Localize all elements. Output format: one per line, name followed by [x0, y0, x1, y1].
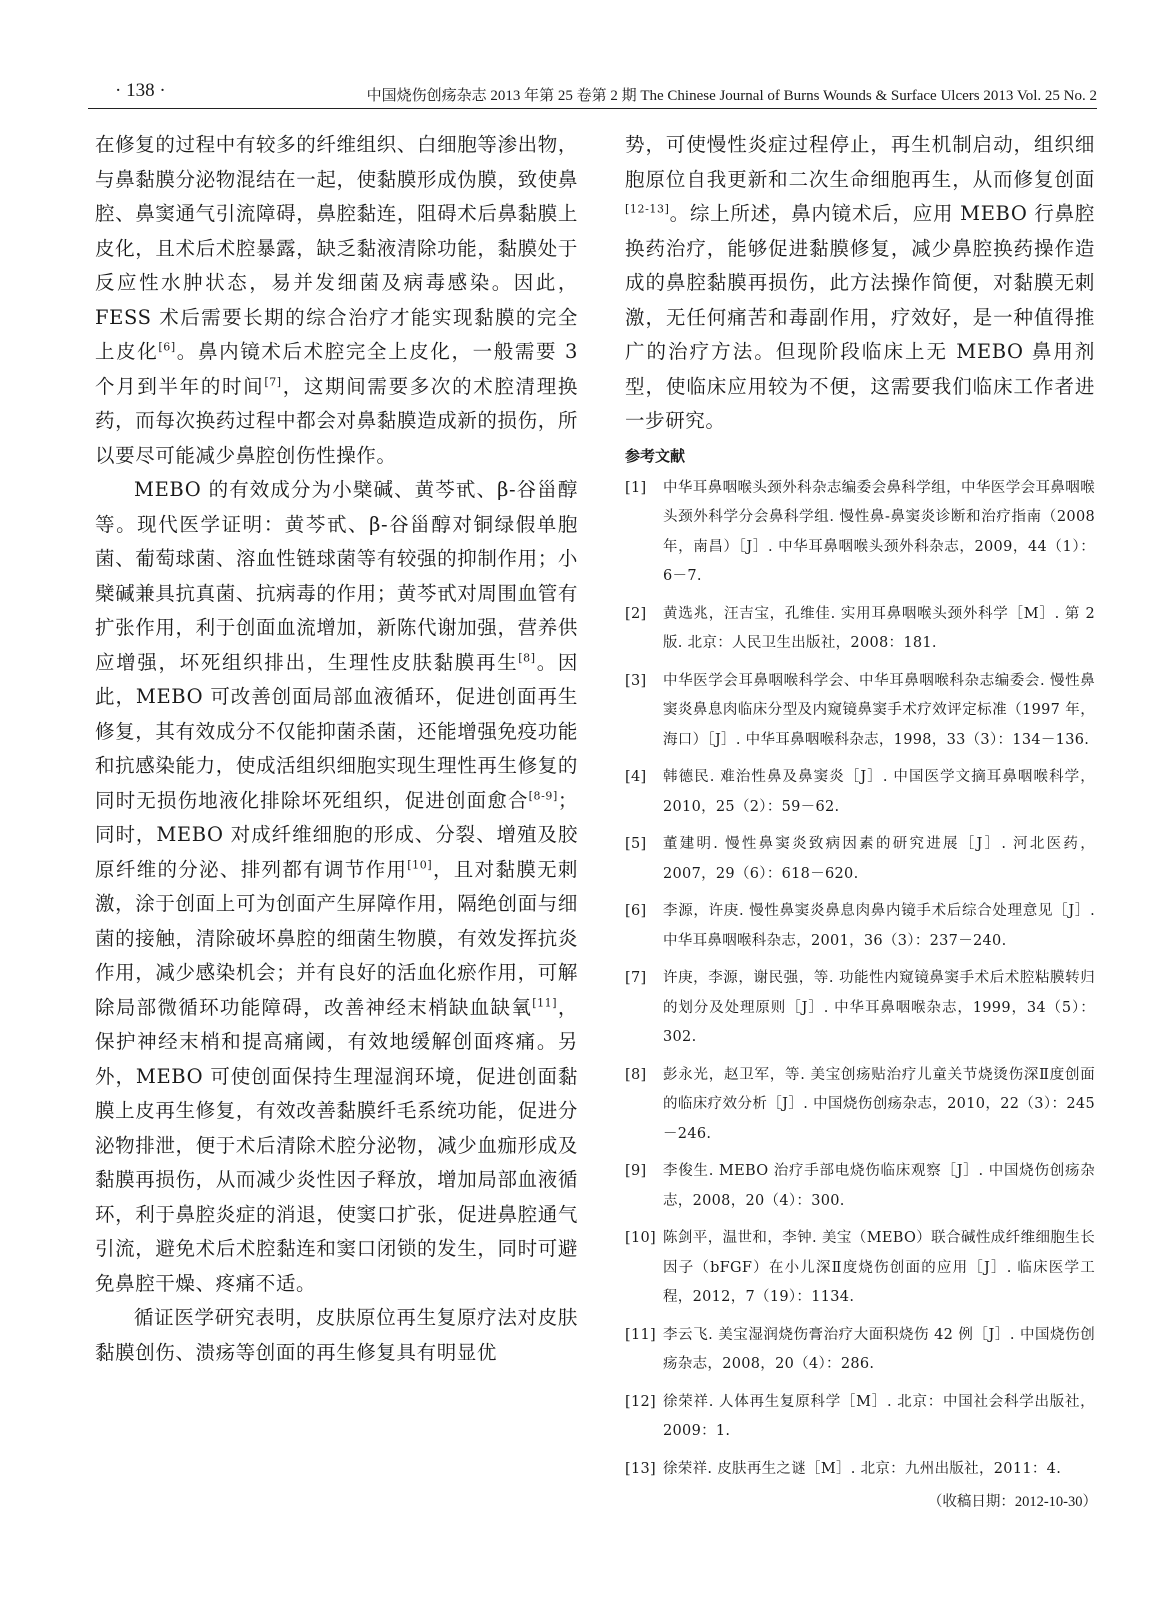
reference-item: [625, 897, 1095, 956]
right-column: [625, 128, 1095, 1492]
reference-text: 韩德民. 难治性鼻及鼻窦炎［J］. 中国医学文摘耳鼻咽喉科学，2010，25（2）：59－62.: [663, 769, 1095, 815]
reference-item: [625, 964, 1095, 1053]
reference-number: [5]: [625, 836, 647, 852]
citation[interactable]: [12-13]: [625, 202, 670, 216]
citation[interactable]: [8]: [518, 651, 536, 664]
reference-text: 中华耳鼻咽喉头颈外科杂志编委会鼻科学组，中华医学会耳鼻咽喉头颈外科学分会鼻科学组. 慢性鼻-鼻窦炎诊断和治疗指南（2008 年，南昌）［J］. 中华耳鼻咽喉头颈外科杂志，2009，44（1）：6－7.: [663, 479, 1095, 584]
reference-text: 黄选兆，汪吉宝，孔维佳. 实用耳鼻咽喉头颈外科学［M］. 第 2 版. 北京：人民卫生出版社，2008：181.: [663, 605, 1095, 651]
reference-item: [625, 600, 1095, 659]
reference-item: [625, 474, 1095, 592]
reference-item: [625, 1061, 1095, 1150]
reference-item: [625, 1157, 1095, 1216]
left-column: [95, 128, 578, 1370]
reference-number: [10]: [625, 1230, 656, 1246]
header-rule: [88, 108, 1097, 109]
reference-text: 中华医学会耳鼻咽喉科学会、中华耳鼻咽喉科杂志编委会. 慢性鼻窦炎鼻息肉临床分型及内窥镜鼻窦手术疗效评定标准（1997 年，海口）［J］. 中华耳鼻咽喉科杂志，1998，33（3）：134－136.: [663, 672, 1095, 748]
reference-number: [11]: [625, 1326, 656, 1343]
reference-text: 董建明. 慢性鼻窦炎致病因素的研究进展［J］. 河北医药，2007，29（6）：618－620.: [663, 836, 1095, 882]
received-date: （收稿日期：2012-10-30）: [927, 1494, 1097, 1510]
reference-text: 徐荣祥. 皮肤再生之谜［M］. 北京：九州出版社，2011：4.: [663, 1460, 1062, 1477]
paragraph: MEBO 的有效成分为小檗碱、黄芩甙、β-谷甾醇等。现代医学证明：黄芩甙、β-谷甾醇对铜绿假单胞菌、葡萄球菌、溶血性链球菌等有较强的抑制作用；小檗碱兼具抗真菌、抗病毒的作用；黄芩甙对周围血管有扩张作用，利于创面血流增加，新陈代谢加强，营养供应增强，坏死组织排出，生理性皮肤黏膜再生[8]。因此，MEBO 可改善创面局部血液循环，促进创面再生修复，其有效成分不仅能抑菌杀菌，还能增强免疫功能和抗感染能力，使成活组织细胞实现生理性再生修复的同时无损伤地液化排除坏死组织，促进创面愈合[8-9]；同时，MEBO 对成纤维细胞的形成、分裂、增殖及胶原纤维的分泌、排列都有调节作用[10]，且对黏膜无刺激，涂于创面上可为创面产生屏障作用，隔绝创面与细菌的接触，清除破坏鼻腔的细菌生物膜，有效发挥抗炎作用，减少感染机会；并有良好的活血化瘀作用，可解除局部微循环功能障碍，改善神经末梢缺血缺氧[11]，保护神经末梢和提高痛阈，有效地缓解创面疼痛。另外，MEBO 可使创面保持生理湿润环境，促进创面黏膜上皮再生修复，有效改善黏膜纤毛系统功能，促进分泌物排泄，便于术后清除术腔分泌物，减少血痂形成及黏膜再损伤，从而减少炎性因子释放，增加局部血液循环，利于鼻腔炎症的消退，使窦口扩张，促进鼻腔通气引流，避免术后术腔黏连和窦口闭锁的发生，同时可避免鼻腔干燥、疼痛不适。: [95, 478, 578, 1295]
reference-text: 李源，许庚. 慢性鼻窦炎鼻息肉鼻内镜手术后综合处理意见［J］. 中华耳鼻咽喉科杂志，2001，36（3）：237－240.: [663, 903, 1095, 949]
reference-text: 许庚，李源，谢民强，等. 功能性内窥镜鼻窦手术后术腔粘膜转归的划分及处理原则［J］. 中华耳鼻咽喉杂志，1999，34（5）：302.: [663, 970, 1095, 1045]
reference-item: [625, 1388, 1095, 1447]
reference-text: 彭永光，赵卫军，等. 美宝创疡贴治疗儿童关节烧烫伤深Ⅱ度创面的临床疗效分析［J］. 中国烧伤创疡杂志，2010，22（3）：245－246.: [663, 1066, 1095, 1142]
reference-list: [625, 474, 1095, 1485]
reference-item: [625, 667, 1095, 756]
reference-number: [2]: [625, 605, 647, 622]
running-head: 中国烧伤创疡杂志 2013 年第 25 卷第 2 期 The Chinese Journal of Burns Wounds & Surface Ulcers 2013 Vol. 25 No. 2: [366, 88, 1097, 104]
reference-text: 李俊生. MEBO 治疗手部电烧伤临床观察［J］. 中国烧伤创疡杂志，2008，20（4）：300.: [663, 1163, 1095, 1209]
reference-number: [1]: [625, 479, 647, 496]
paragraph: 循证医学研究表明，皮肤原位再生复原疗法对皮肤黏膜创伤、溃疡等创面的再生修复具有明显优: [95, 1306, 578, 1364]
reference-text: 徐荣祥. 人体再生复原科学［M］. 北京：中国社会科学出版社，2009：1.: [663, 1393, 1095, 1439]
page-number: · 138 ·: [115, 80, 166, 101]
reference-number: [7]: [625, 970, 647, 986]
citation[interactable]: [6]: [158, 340, 176, 354]
reference-number: [13]: [625, 1460, 656, 1477]
reference-item: [625, 830, 1095, 889]
reference-item: [625, 1455, 1095, 1485]
reference-number: [9]: [625, 1163, 647, 1179]
reference-number: [4]: [625, 769, 647, 785]
reference-item: [625, 1321, 1095, 1380]
citation[interactable]: [10]: [407, 858, 433, 871]
paragraph: 势，可使慢性炎症过程停止，再生机制启动，组织细胞原位自我更新和二次生命细胞再生，从而修复创面[12-13]。综上所述，鼻内镜术后，应用 MEBO 行鼻腔换药治疗，能够促进黏膜修复，减少鼻腔换药操作造成的鼻腔黏膜再损伤，此方法操作简便，对黏膜无刺激，无任何痛苦和毒副作用，疗效好，是一种值得推广的治疗方法。但现阶段临床上无 MEBO 鼻用剂型，使临床应用较为不便，这需要我们临床工作者进一步研究。: [625, 133, 1095, 432]
citation[interactable]: [11]: [532, 996, 558, 1009]
paragraph: 在修复的过程中有较多的纤维组织、白细胞等渗出物，与鼻黏膜分泌物混结在一起，使黏膜形成伪膜，致使鼻腔、鼻窦通气引流障碍，鼻腔黏连，阻碍术后鼻黏膜上皮化，且术后术腔暴露，缺乏黏液清除功能，黏膜处于反应性水肿状态，易并发细菌及病毒感染。因此，FESS 术后需要长期的综合治疗才能实现黏膜的完全上皮化[6]。鼻内镜术后术腔完全上皮化，一般需要 3 个月到半年的时间[7]，这期间需要多次的术腔清理换药，而每次换药过程中都会对鼻黏膜造成新的损伤，所以要尽可能减少鼻腔创伤性操作。: [95, 133, 578, 467]
citation[interactable]: [7]: [264, 375, 282, 388]
reference-number: [3]: [625, 672, 647, 689]
references-heading: 参考文献: [625, 446, 686, 465]
reference-number: [8]: [625, 1066, 647, 1083]
reference-number: [12]: [625, 1393, 656, 1410]
page-header: [0, 0, 1175, 120]
reference-item: [625, 763, 1095, 822]
reference-item: [625, 1224, 1095, 1313]
citation[interactable]: [8-9]: [528, 789, 558, 802]
reference-text: 陈剑平，温世和，李钟. 美宝（MEBO）联合碱性成纤维细胞生长因子（bFGF）在小儿深Ⅱ度烧伤创面的应用［J］. 临床医学工程，2012，7（19）：1134.: [663, 1230, 1095, 1305]
reference-text: 李云飞. 美宝湿润烧伤膏治疗大面积烧伤 42 例［J］. 中国烧伤创疡杂志，2008，20（4）：286.: [663, 1326, 1095, 1372]
reference-number: [6]: [625, 903, 647, 919]
